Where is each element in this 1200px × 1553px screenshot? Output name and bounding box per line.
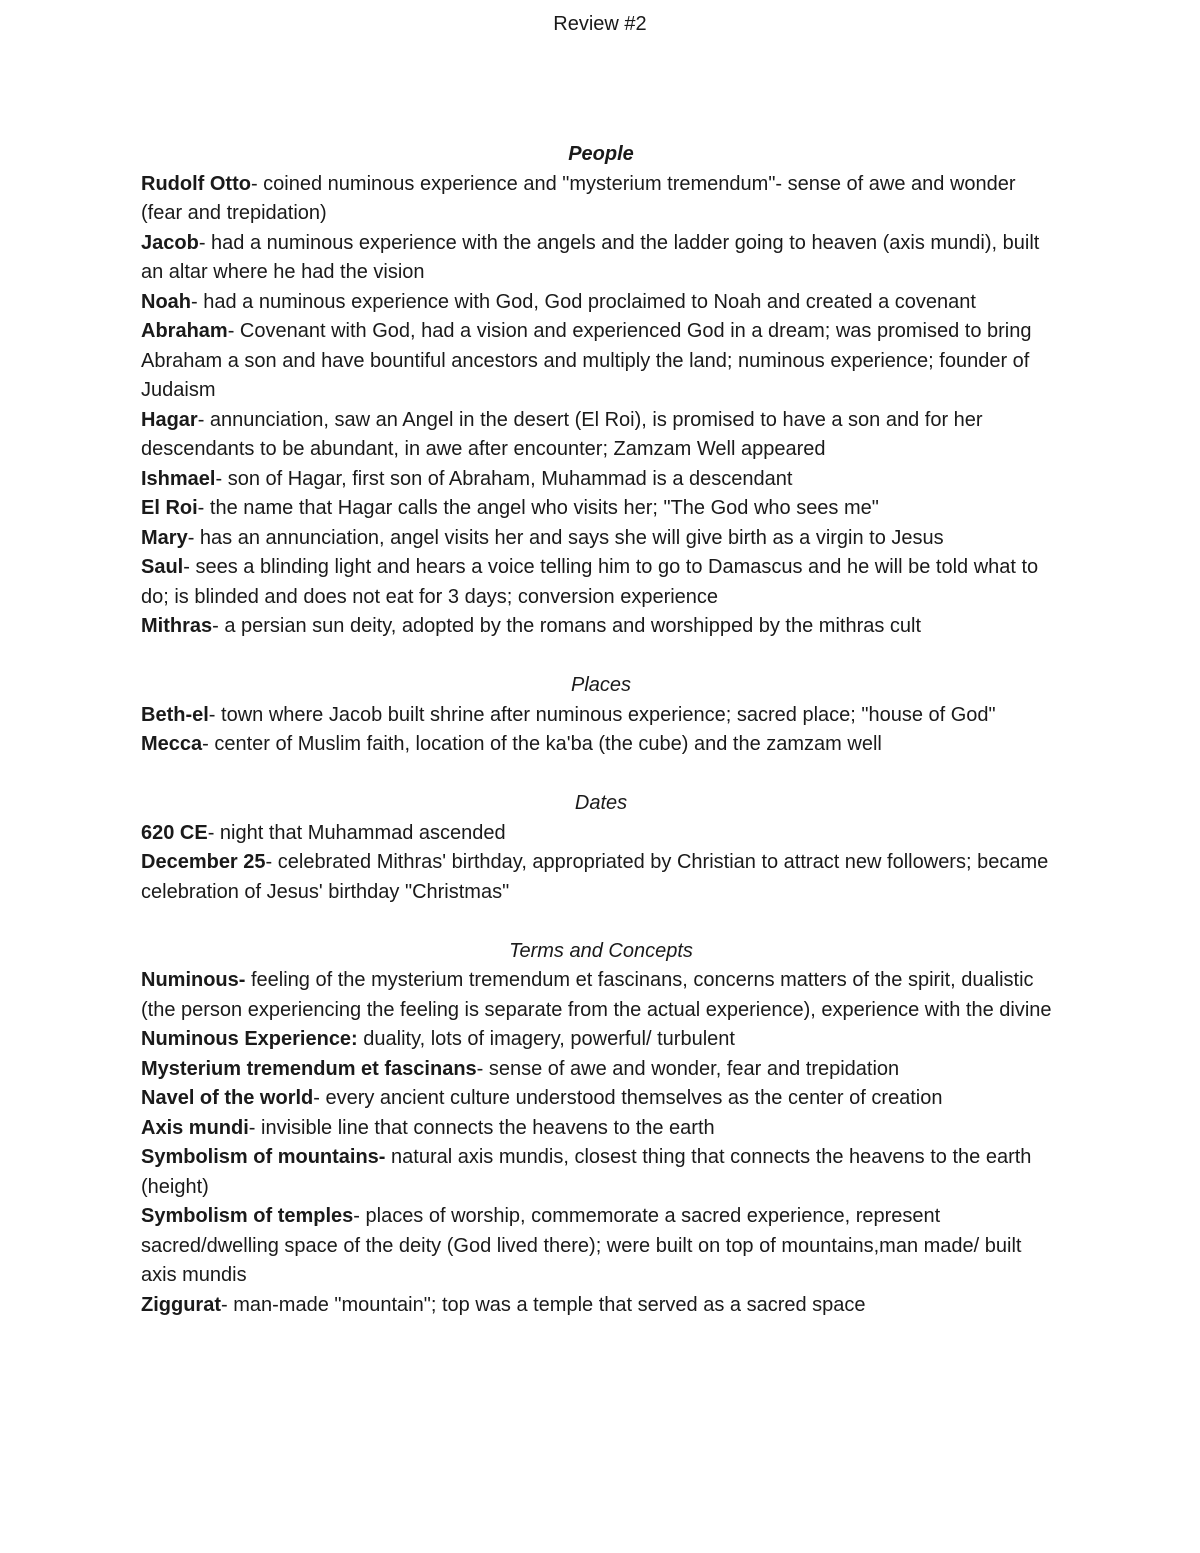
entry-term: Numinous-	[141, 969, 246, 991]
section-heading-dates: Dates	[574, 792, 628, 814]
entry-definition: - every ancient culture understood themselves as the center of creation	[313, 1087, 943, 1109]
entry-term: Saul	[141, 556, 184, 578]
entry-term: Mysterium tremendum et fascinans	[141, 1057, 477, 1080]
entry-symbolism-of-mountains	[141, 1143, 1061, 1202]
entry-term: Mary	[141, 526, 188, 549]
entry-rudolf-otto	[141, 170, 1061, 229]
entry-definition: - places of worship, commemorate a sacred experience, represent sacred/dwelling space of the deity (God lived there); were built on top of mountains,man made/ built axis mundis	[141, 1205, 1022, 1286]
entry-ziggurat	[141, 1291, 1061, 1321]
entry-term: Symbolism of temples	[141, 1205, 354, 1227]
entry-numinous	[141, 966, 1061, 1025]
entry-definition: - night that Muhammad ascended	[207, 821, 506, 844]
section-heading-terms: Terms and Concepts	[509, 939, 693, 962]
entry-jacob	[141, 229, 1061, 288]
entry-definition: duality, lots of imagery, powerful/ turbulent	[357, 1028, 735, 1050]
entry-definition: - Covenant with God, had a vision and experienced God in a dream; was promised to bring Abraham a son and have bountiful ancestors and multiply the land; numinous experience; founder of Judaism	[141, 320, 1032, 401]
entry-definition: - center of Muslim faith, location of the ka'ba (the cube) and the zamzam well	[202, 733, 882, 755]
entry-definition: - the name that Hagar calls the angel who visits her; "The God who sees me"	[197, 497, 879, 519]
entry-term: El Roi	[141, 497, 198, 519]
entry-beth-el	[141, 701, 1061, 731]
entry-saul	[141, 553, 1061, 612]
entry-term: Axis mundi	[141, 1116, 249, 1139]
entry-term: December 25	[141, 851, 266, 873]
entry-numinous-experience	[141, 1025, 1061, 1055]
entry-abraham	[141, 317, 1061, 406]
entry-term: Jacob	[141, 231, 199, 254]
entry-definition: - invisible line that connects the heavens to the earth	[248, 1116, 715, 1139]
entry-term: Symbolism of mountains-	[141, 1146, 386, 1168]
entry-navel-of-the-world	[141, 1084, 1061, 1114]
entry-definition: - had a numinous experience with the angels and the ladder going to heaven (axis mundi), built an altar where he had the vision	[141, 231, 1040, 283]
entry-definition: feeling of the mysterium tremendum et fascinans, concerns matters of the spirit, dualistic (the person experiencing the feeling is separate from the actual experience), experience with the divine	[141, 969, 1052, 1021]
entry-term: Navel of the world	[141, 1087, 314, 1109]
entry-mecca	[141, 730, 1061, 760]
entry-term: Mithras	[141, 615, 213, 637]
entry-definition: - celebrated Mithras' birthday, appropriated by Christian to attract new followers; became celebration of Jesus' birthday "Christmas"	[141, 851, 1049, 903]
document-body	[141, 140, 1061, 1320]
section-people	[141, 140, 1061, 642]
entry-mysterium-tremendum	[141, 1055, 1061, 1085]
entry-ishmael	[141, 465, 1061, 495]
entry-definition: - a persian sun deity, adopted by the romans and worshipped by the mithras cult	[212, 615, 922, 637]
section-places	[141, 671, 1061, 760]
entry-noah	[141, 288, 1061, 318]
entry-term: Abraham	[141, 320, 228, 342]
entry-mithras	[141, 612, 1061, 642]
entry-definition: - has an annunciation, angel visits her and says she will give birth as a virgin to Jesus	[187, 526, 944, 549]
section-dates	[141, 789, 1061, 907]
section-terms-and-concepts	[141, 937, 1061, 1321]
entry-definition: - son of Hagar, first son of Abraham, Muhammad is a descendant	[215, 467, 793, 490]
entry-mary	[141, 524, 1061, 554]
entry-620-ce	[141, 819, 1061, 849]
section-heading-people: People	[568, 143, 634, 165]
entry-hagar	[141, 406, 1061, 465]
entry-definition: - sense of awe and wonder, fear and trepidation	[476, 1057, 900, 1080]
entry-term: Hagar	[141, 408, 198, 431]
entry-el-roi	[141, 494, 1061, 524]
entry-definition: - coined numinous experience and "mysterium tremendum"- sense of awe and wonder (fear and trepidation)	[141, 172, 1016, 224]
entry-term: Noah	[141, 290, 191, 313]
section-heading-places: Places	[570, 674, 632, 696]
entry-definition: - sees a blinding light and hears a voice telling him to go to Damascus and he will be told what to do; is blinded and does not eat for 3 days; conversion experience	[141, 556, 1039, 608]
entry-definition: - man-made "mountain"; top was a temple that served as a sacred space	[221, 1293, 866, 1316]
entry-definition: - annunciation, saw an Angel in the desert (El Roi), is promised to have a son and for her descendants to be abundant, in awe after encounter; Zamzam Well appeared	[141, 408, 983, 460]
entry-term: Ishmael	[141, 467, 216, 490]
entry-definition: natural axis mundis, closest thing that connects the heavens to the earth (height)	[141, 1146, 1032, 1198]
page-title: Review #2	[553, 13, 647, 35]
entry-axis-mundi	[141, 1114, 1061, 1144]
entry-term: Mecca	[141, 733, 203, 755]
entry-definition: - had a numinous experience with God, God proclaimed to Noah and created a covenant	[191, 290, 976, 313]
entry-december-25	[141, 848, 1061, 907]
entry-definition: - town where Jacob built shrine after numinous experience; sacred place; "house of God"	[208, 703, 996, 726]
entry-term: 620 CE	[141, 821, 208, 844]
entry-term: Ziggurat	[141, 1293, 221, 1316]
entry-term: Rudolf Otto	[141, 172, 251, 195]
entry-term: Beth-el	[141, 703, 209, 726]
entry-term: Numinous Experience:	[141, 1028, 358, 1050]
entry-symbolism-of-temples	[141, 1202, 1061, 1291]
